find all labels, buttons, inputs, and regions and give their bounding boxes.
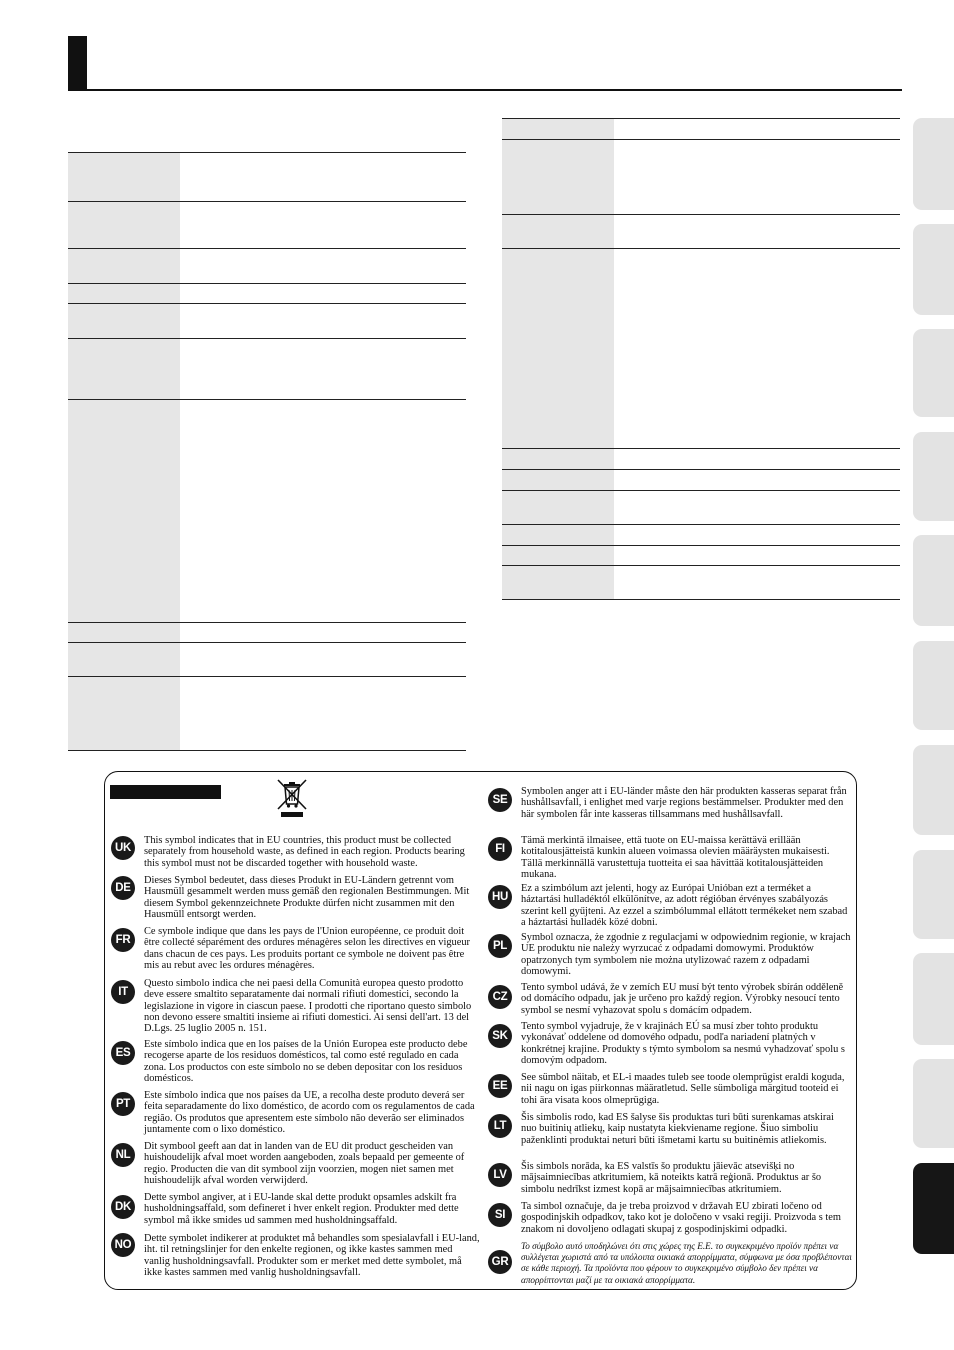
disposal-text: Ez a szimbólum azt jelenti, hogy az Európai Unióban ezt a terméket a háztartási hulladéktól elkülönítve, az adott régióban érvényes szabályozás szerint kell gyűjteni. Az ezzel a szimbólummal ellátott termékeket nem szabad a háztartási hulladék közé dobni. <box>521 883 848 928</box>
disposal-text: Šis simbols norāda, ka ES valstīs šo produktu jāievāc atsevišķi no mājsaimniecības atkritumiem, kā noteikts katrā reģionā. Produktus ar šo simbolu nedrīkst izmest kopā ar mājsaimniecības atkritumiem. <box>521 1161 822 1195</box>
country-badge: FR <box>111 928 135 952</box>
country-badge: UK <box>111 836 135 860</box>
country-badge: PL <box>488 934 512 958</box>
index-tab[interactable] <box>913 953 954 1045</box>
country-badge: NL <box>111 1143 135 1167</box>
country-badge: PT <box>111 1092 135 1116</box>
disposal-text: Este símbolo indica que nos países da UE, a recolha deste produto deverá ser feita separadamente do lixo doméstico, de acordo com os regulamentos de cada região. Os produtos que apresentem este símbolo não deverão ser eliminados juntamente com o lixo doméstico. <box>144 1090 475 1135</box>
header-rule <box>68 89 902 91</box>
crossed-out-wheelie-bin-icon <box>275 778 309 818</box>
country-badge: CZ <box>488 985 512 1009</box>
table-row <box>68 339 466 400</box>
disposal-text: Dette symbol angiver, at i EU-lande skal dette produkt opsamles adskilt fra husholdningsaffald, som defineret i hver enkelt region. Produkter med dette symbol må ikke smides ud sammen med husholdningsaffald. <box>144 1192 459 1226</box>
index-tab[interactable] <box>913 329 954 417</box>
table-row <box>502 215 900 249</box>
country-badge: ES <box>111 1041 135 1065</box>
country-badge: SI <box>488 1203 512 1227</box>
disposal-text: Tento symbol udává, že v zemích EU musí být tento výrobek sbírán odděleně od domácího odpadu, jak je určeno pro každý region. Výrobky nesoucí tento symbol se nesmí vyhazovat spolu s domácím odpadem. <box>521 982 844 1016</box>
disposal-notice-heading-bar <box>110 785 221 799</box>
table-row <box>502 491 900 525</box>
disposal-text: Questo simbolo indica che nei paesi della Comunità europea questo prodotto deve essere smaltito separatamente dai normali rifiuti domestici, secondo la legislazione in vigore in ciascun paese. I prodotti che riportano questo simbolo non devono essere smaltiti insieme ai rifiuti domestici. Ai sensi dell'art. 13 del D.Lgs. 25 luglio 2005 n. 151. <box>144 978 472 1035</box>
disposal-text: Symbolen anger att i EU-länder måste den här produkten kasseras separat från hushållsavfall, i enlighet med varje regions bestämmelser. Produkter med den här symbolen får inte kasseras tillsammans med hushållsavfall. <box>521 786 847 820</box>
disposal-text: See sümbol näitab, et EL-i maades tuleb see toode olemprügist eraldi koguda, nii nagu on igas piirkonnas määratletud. Selle sümboliga märgitud tooteid ei tohi ära visata koos olmeprügiga. <box>521 1072 845 1106</box>
disposal-text: Tento symbol vyjadruje, že v krajinách EÚ sa musí zber tohto produktu vykonávať oddelene od domového odpadu, podľa nariadení platných v konkrétnej krajine. Produkty s týmto symbolom sa nesmú vyhadzovať spolu s domovým odpadom. <box>521 1021 845 1066</box>
disposal-text: Tämä merkintä ilmaisee, että tuote on EU-maissa kerättävä erillään kotitalousjätteistä kunkin alueen voimassa olevien määräysten mukaisesti. Tällä merkinnällä varustettuja tuotteita ei saa hävittää kotitalousjätteiden mukana. <box>521 835 830 880</box>
disposal-text: Symbol oznacza, że zgodnie z regulacjami w odpowiednim regionie, w krajach UE produktu nie należy wyrzucać z odpadami domowymi. Produktów opatrzonych tym symbolem nie można utylizować razem z odpadami domowymi. <box>521 932 851 977</box>
country-badge: LV <box>488 1163 512 1187</box>
table-row <box>502 546 900 566</box>
index-tab[interactable] <box>913 535 954 626</box>
table-row <box>68 249 466 284</box>
index-tab-active[interactable] <box>913 1163 954 1254</box>
table-row <box>68 304 466 339</box>
country-badge: FI <box>488 837 512 861</box>
country-badge: EE <box>488 1074 512 1098</box>
table-row <box>68 643 466 677</box>
spec-table-left <box>68 152 466 751</box>
table-row <box>68 202 466 249</box>
disposal-text: Dit symbool geeft aan dat in landen van de EU dit product gescheiden van huishoudelijk afval moet worden aangeboden, zoals bepaald per gemeente of regio. Producten die van dit symbool zijn voorzien, mogen niet samen met huishoudelijk afval worden verwijderd. <box>144 1141 465 1186</box>
disposal-text: This symbol indicates that in EU countries, this product must be collected separately from household waste, as defined in each region. Products bearing this symbol must not be discarded together with household waste. <box>144 835 465 869</box>
disposal-text: Το σύμβολο αυτό υποδηλώνει ότι στις χώρες της Ε.Ε. το συγκεκριμένο προϊόν πρέπει να συλλέγεται χωριστά από τα υπόλοιπα οικιακά απορρίμματα, σύμφωνα με όσα προβλέπονται σε κάθε περιοχή. Τα προϊόντα που φέρουν το συγκεκριμένο σύμβολο δεν πρέπει να απορρίπτονται μαζί με τα οικιακά απορρίμματα. <box>521 1241 852 1285</box>
table-row <box>502 470 900 491</box>
table-row <box>502 525 900 546</box>
table-row <box>502 119 900 140</box>
table-row <box>68 623 466 643</box>
disposal-text: Dieses Symbol bedeutet, dass dieses Produkt in EU-Ländern getrennt vom Hausmüll gesammelt werden muss gemäß den regionalen Bestimmungen. Mit diesem Symbol gekennzeichnete Produkte dürfen nicht zusammen mit den Hausmüll entsorgt werden. <box>144 875 470 920</box>
table-row <box>68 400 466 623</box>
country-badge: SK <box>488 1024 512 1048</box>
disposal-text: Ce symbole indique que dans les pays de l'Union européenne, ce produit doit être collecté séparément des ordures ménagères selon les directives en vigueur dans chacun de ces pays. Les produits portant ce symbole ne doivent pas être mis au rebut avec les ordures ménagères. <box>144 926 471 971</box>
table-row <box>68 677 466 751</box>
index-tab[interactable] <box>913 432 954 521</box>
country-badge: IT <box>111 980 135 1004</box>
table-row <box>502 566 900 600</box>
country-badge: DE <box>111 876 135 900</box>
disposal-text: Este símbolo indica que en los países de la Unión Europea este producto debe recogerse aparte de los residuos domésticos, tal como esté regulado en cada zona. Los productos con este símbolo no se deben depositar con los residuos domésticos. <box>144 1039 468 1084</box>
country-badge: NO <box>111 1233 135 1257</box>
disposal-text: Dette symbolet indikerer at produktet må behandles som spesialavfall i EU-land, iht. til retningslinjer for den enkelte regionen, og ikke kastes sammen med vanlig husholdningsavfall. Produkter som er merket med dette symbolet, må ikke kastes sammen med vanlig husholdningsavfall. <box>144 1233 480 1278</box>
index-tab[interactable] <box>913 745 954 835</box>
index-tab[interactable] <box>913 850 954 939</box>
disposal-text: Šis simbolis rodo, kad ES šalyse šis produktas turi būti surenkamas atskirai nuo buitinių atliekų, kaip nustatyta kiekviename regione. Šiuo simboliu paženklinti produktai neturi būti išmetami kartu su buitinėmis atliekomis. <box>521 1112 834 1146</box>
index-tab[interactable] <box>913 224 954 315</box>
table-row <box>68 153 466 202</box>
country-badge: LT <box>488 1114 512 1138</box>
country-badge: HU <box>488 885 512 909</box>
table-row <box>502 140 900 215</box>
country-badge: SE <box>488 788 512 812</box>
index-tab[interactable] <box>913 118 954 210</box>
table-row <box>68 284 466 304</box>
table-row <box>502 249 900 449</box>
section-marker <box>68 36 87 90</box>
country-badge: GR <box>488 1250 512 1274</box>
index-tab[interactable] <box>913 641 954 730</box>
spec-table-right <box>502 118 900 600</box>
index-tab[interactable] <box>913 1059 954 1148</box>
disposal-text: Ta simbol označuje, da je treba proizvod v državah EU zbirati ločeno od gospodinjskih odpadkov, tako kot je določeno v vsaki regiji. Proizvoda s tem znakom ni dovoljeno odlagati skupaj z gospodinjskimi odpadki. <box>521 1201 841 1235</box>
table-row <box>502 449 900 470</box>
country-badge: DK <box>111 1195 135 1219</box>
